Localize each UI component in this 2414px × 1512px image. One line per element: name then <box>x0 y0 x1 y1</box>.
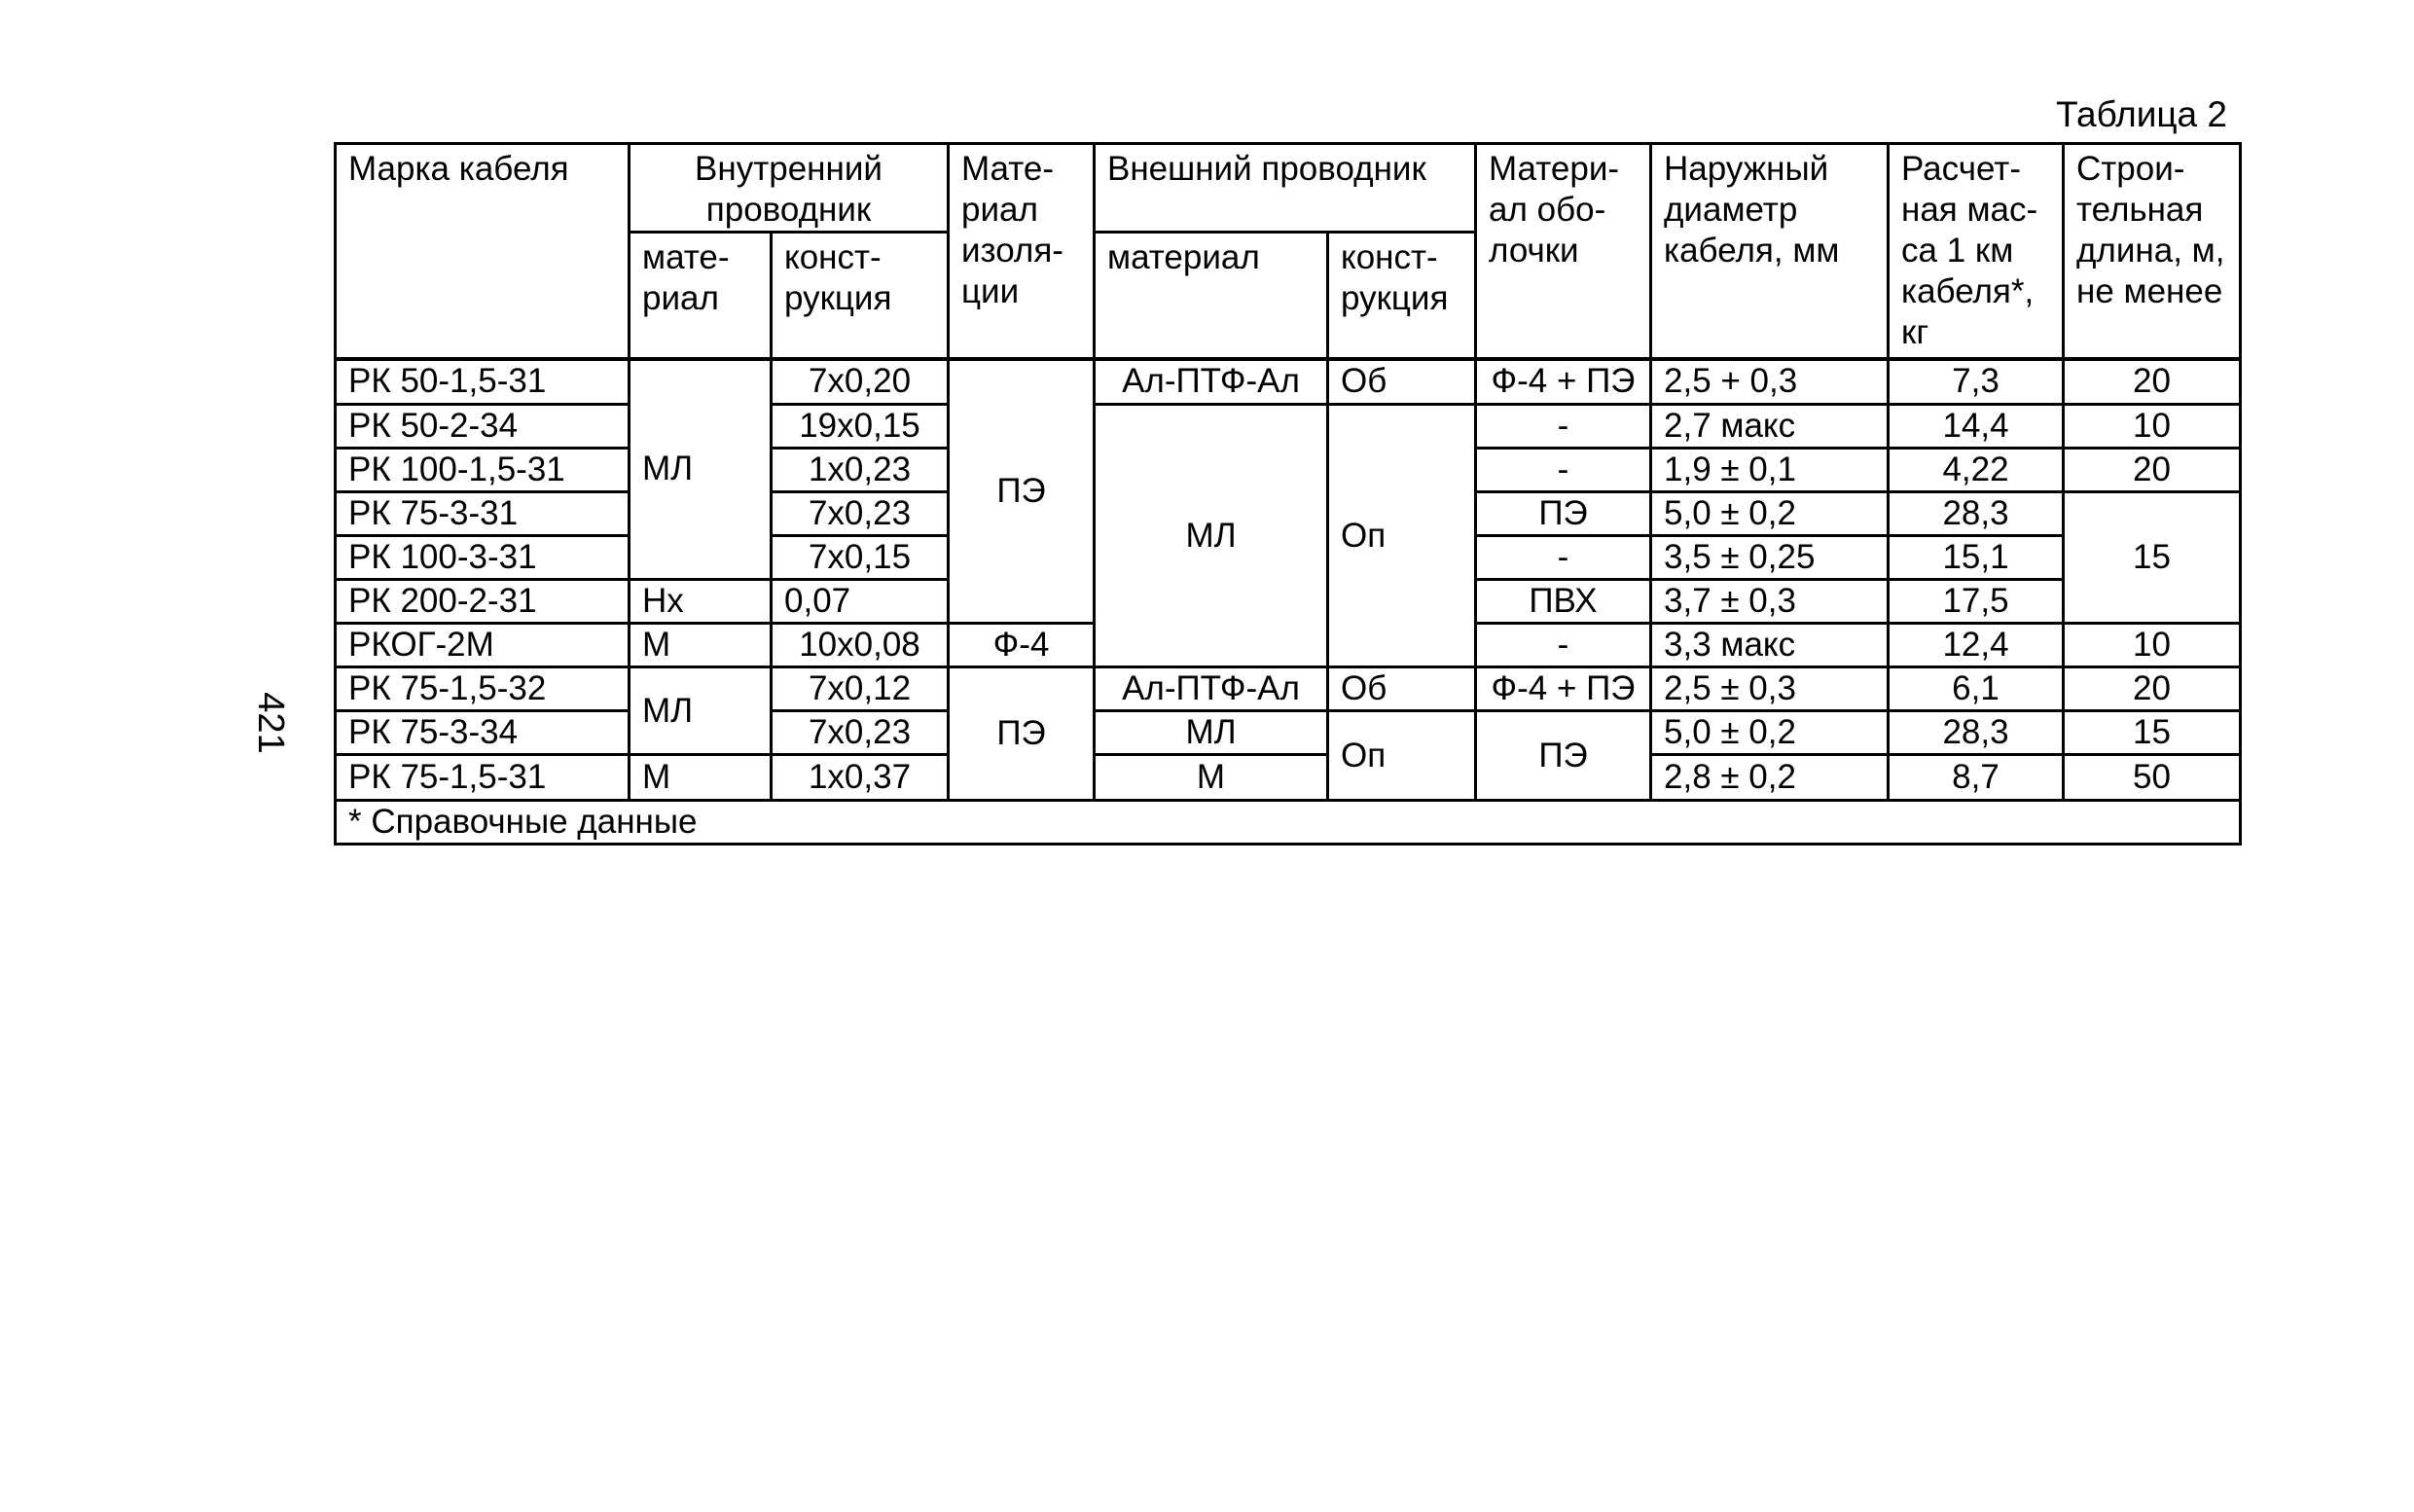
cell-diameter: 2,5 ± 0,3 <box>1651 667 1889 711</box>
cell-inner-construction: 7х0,23 <box>772 711 949 755</box>
cell-mass: 15,1 <box>1889 536 2064 580</box>
header-sheath-material: Матери-ал обо-лочки <box>1476 144 1651 359</box>
cell-mass: 8,7 <box>1889 755 2064 801</box>
cell-diameter: 1,9 ± 0,1 <box>1651 449 1889 492</box>
header-length: Строи-тельная длина, м, не менее <box>2064 144 2241 359</box>
cell-sheath: - <box>1476 536 1651 580</box>
cell-outer-material: МЛ <box>1095 405 1328 667</box>
table-row <box>336 359 2241 405</box>
cell-sheath: - <box>1476 624 1651 667</box>
cell-brand: РКОГ-2М <box>336 624 630 667</box>
header-outer-conductor: Внешний проводник <box>1095 144 1476 233</box>
cell-outer-material: Ал-ПТФ-Ал <box>1095 667 1328 711</box>
cell-sheath: ПЭ <box>1476 711 1651 801</box>
cell-length: 50 <box>2064 755 2241 801</box>
header-outer-diameter: Наружный диаметр кабеля, мм <box>1651 144 1889 359</box>
cell-brand: РК 100-3-31 <box>336 536 630 580</box>
cell-diameter: 2,8 ± 0,2 <box>1651 755 1889 801</box>
cell-outer-construction: Об <box>1328 667 1476 711</box>
cell-mass: 4,22 <box>1889 449 2064 492</box>
cell-sheath: Ф-4 + ПЭ <box>1476 667 1651 711</box>
cell-sheath: - <box>1476 405 1651 449</box>
cell-diameter: 3,5 ± 0,25 <box>1651 536 1889 580</box>
cell-mass: 6,1 <box>1889 667 2064 711</box>
cell-diameter: 2,5 + 0,3 <box>1651 359 1889 405</box>
cell-inner-construction: 7х0,12 <box>772 667 949 711</box>
table-row <box>336 755 2241 801</box>
cell-sheath: ПВХ <box>1476 580 1651 624</box>
cell-diameter: 3,7 ± 0,3 <box>1651 580 1889 624</box>
cell-insulation: Ф-4 <box>949 624 1095 667</box>
cell-inner-construction: 19х0,15 <box>772 405 949 449</box>
cell-inner-material: М <box>630 755 772 801</box>
footnote-row <box>336 801 2241 845</box>
cell-outer-material: Ал-ПТФ-Ал <box>1095 359 1328 405</box>
cell-brand: РК 200-2-31 <box>336 580 630 624</box>
cell-brand: РК 75-3-34 <box>336 711 630 755</box>
header-inner-construction: конст-рукция <box>772 233 949 359</box>
cell-inner-material: МЛ <box>630 667 772 755</box>
cell-sheath: ПЭ <box>1476 492 1651 536</box>
cell-brand: РК 75-1,5-31 <box>336 755 630 801</box>
header-mass: Расчет-ная мас-са 1 км кабеля*, кг <box>1889 144 2064 359</box>
cell-brand: РК 50-1,5-31 <box>336 359 630 405</box>
cell-inner-construction: 7х0,15 <box>772 536 949 580</box>
cell-inner-material: Нх <box>630 580 772 624</box>
cell-sheath: Ф-4 + ПЭ <box>1476 359 1651 405</box>
cell-brand: РК 50-2-34 <box>336 405 630 449</box>
cell-diameter: 5,0 ± 0,2 <box>1651 711 1889 755</box>
page-number: 421 <box>250 692 291 754</box>
header-outer-construction: конст-рукция <box>1328 233 1476 359</box>
cell-diameter: 2,7 макс <box>1651 405 1889 449</box>
cable-spec-table <box>334 142 2242 846</box>
header-outer-material: материал <box>1095 233 1328 359</box>
cell-length: 15 <box>2064 492 2241 624</box>
cell-length: 20 <box>2064 359 2241 405</box>
cell-brand: РК 75-3-31 <box>336 492 630 536</box>
cell-mass: 7,3 <box>1889 359 2064 405</box>
cell-length: 10 <box>2064 624 2241 667</box>
cell-outer-material: МЛ <box>1095 711 1328 755</box>
cell-length: 20 <box>2064 449 2241 492</box>
header-insulation-material: Мате-риал изоля-ции <box>949 144 1095 359</box>
cell-length: 10 <box>2064 405 2241 449</box>
table-row <box>336 711 2241 755</box>
table-caption: Таблица 2 <box>2056 94 2227 134</box>
cell-inner-construction: 7х0,20 <box>772 359 949 405</box>
cell-diameter: 3,3 макс <box>1651 624 1889 667</box>
table-row <box>336 667 2241 711</box>
cell-inner-material: М <box>630 624 772 667</box>
cell-inner-construction: 1х0,37 <box>772 755 949 801</box>
cell-brand: РК 100-1,5-31 <box>336 449 630 492</box>
header-inner-conductor: Внутренний проводник <box>630 144 949 233</box>
header-brand: Марка кабеля <box>336 144 630 359</box>
cell-insulation: ПЭ <box>949 667 1095 801</box>
cell-mass: 28,3 <box>1889 711 2064 755</box>
cell-inner-construction: 7х0,23 <box>772 492 949 536</box>
cell-outer-material: М <box>1095 755 1328 801</box>
table-row <box>336 405 2241 449</box>
cell-sheath: - <box>1476 449 1651 492</box>
cell-inner-construction: 10х0,08 <box>772 624 949 667</box>
cell-diameter: 5,0 ± 0,2 <box>1651 492 1889 536</box>
cell-length: 15 <box>2064 711 2241 755</box>
footnote: * Справочные данные <box>336 801 2241 845</box>
cell-mass: 14,4 <box>1889 405 2064 449</box>
cell-inner-construction: 0,07 <box>772 580 949 624</box>
cell-brand: РК 75-1,5-32 <box>336 667 630 711</box>
cell-length: 20 <box>2064 667 2241 711</box>
cell-inner-material: МЛ <box>630 359 772 580</box>
cell-mass: 28,3 <box>1889 492 2064 536</box>
cell-outer-construction: Оп <box>1328 711 1476 801</box>
cell-mass: 12,4 <box>1889 624 2064 667</box>
cell-outer-construction: Об <box>1328 359 1476 405</box>
cell-insulation: ПЭ <box>949 359 1095 624</box>
cell-inner-construction: 1х0,23 <box>772 449 949 492</box>
header-inner-material: мате-риал <box>630 233 772 359</box>
cell-outer-construction: Оп <box>1328 405 1476 667</box>
cell-mass: 17,5 <box>1889 580 2064 624</box>
